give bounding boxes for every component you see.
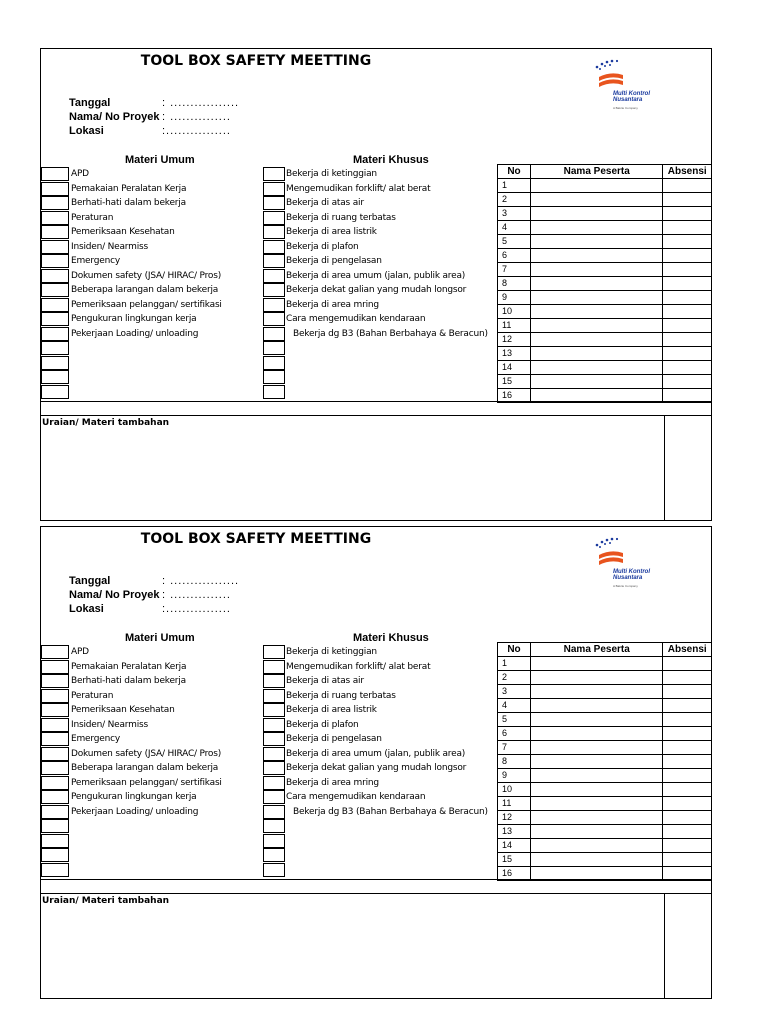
table-row	[498, 797, 712, 811]
nama-peserta-cell[interactable]	[530, 741, 663, 755]
table-row	[498, 657, 712, 671]
nama-peserta-cell[interactable]	[530, 685, 663, 699]
tanggal-field[interactable]: : .................	[162, 97, 240, 109]
materi-khusus-checkbox[interactable]	[263, 240, 285, 254]
materi-umum-item: Emergency	[71, 256, 120, 266]
materi-umum-item: Pengukuran lingkungan kerja	[71, 792, 197, 802]
nama-peserta-cell[interactable]	[530, 333, 663, 347]
materi-khusus-checkbox[interactable]	[263, 776, 285, 790]
materi-umum-checkbox[interactable]	[41, 674, 69, 688]
table-row	[498, 375, 712, 389]
materi-umum-item: Dokumen safety (JSA/ HIRAC/ Pros)	[71, 270, 222, 281]
nama-peserta-cell[interactable]	[530, 825, 663, 839]
materi-umum-item: Peraturan	[71, 690, 114, 701]
nama-peserta-cell[interactable]	[530, 221, 663, 235]
row-number: 12	[498, 333, 531, 347]
materi-umum-item: Insiden/ Nearmiss	[71, 719, 148, 730]
materi-khusus-checkbox[interactable]	[263, 341, 285, 355]
absensi-cell[interactable]	[663, 811, 712, 825]
absensi-cell[interactable]	[663, 755, 712, 769]
absensi-cell[interactable]	[663, 769, 712, 783]
table-row	[498, 193, 712, 207]
materi-umum-item: APD	[71, 169, 89, 179]
logo-subtitle: A Bakrie Company	[613, 106, 638, 110]
logo-subtitle: A Bakrie Company	[613, 584, 638, 588]
materi-umum-header: Materi Umum	[125, 632, 195, 644]
logo-line1: Multi Kontrol	[613, 569, 650, 575]
row-number: 4	[498, 221, 531, 235]
absensi-cell[interactable]	[663, 305, 712, 319]
logo-line2: Nusantara	[613, 97, 643, 103]
table-row	[498, 207, 712, 221]
nama-peserta-cell[interactable]	[530, 727, 663, 741]
uraian-divider	[41, 415, 711, 416]
row-number: 9	[498, 291, 531, 305]
table-row	[498, 179, 712, 193]
logo-line2: Nusantara	[613, 575, 643, 581]
absensi-cell[interactable]	[663, 361, 712, 375]
nama-peserta-cell[interactable]	[530, 291, 663, 305]
materi-khusus-item: Bekerja di plafon	[286, 241, 359, 252]
materi-khusus-checkbox[interactable]	[263, 863, 285, 877]
absensi-cell[interactable]	[663, 347, 712, 361]
materi-khusus-checkbox[interactable]	[263, 732, 285, 746]
table-row	[498, 361, 712, 375]
nama-peserta-cell[interactable]	[530, 797, 663, 811]
table-row	[498, 277, 712, 291]
uraian-side-box[interactable]	[664, 415, 712, 520]
tanggal-label: Tanggal	[69, 97, 111, 109]
materi-umum-item: Pemeriksaan Kesehatan	[71, 227, 175, 237]
col-no: No	[498, 165, 531, 179]
table-row	[498, 699, 712, 713]
nama-peserta-cell[interactable]	[530, 235, 663, 249]
materi-khusus-item: Mengemudikan forklift/ alat berat	[286, 661, 431, 672]
nama-peserta-cell[interactable]	[530, 811, 663, 825]
nama-proyek-label: Nama/ No Proyek	[69, 589, 160, 601]
col-absensi: Absensi	[663, 643, 712, 657]
logo-line1: Multi Kontrol	[613, 91, 650, 97]
materi-khusus-item: Bekerja dekat galian yang mudah longsor	[286, 285, 467, 295]
materi-umum-checkbox[interactable]	[41, 167, 69, 181]
absensi-cell[interactable]	[663, 207, 712, 221]
divider	[41, 401, 711, 402]
materi-khusus-checkbox[interactable]	[263, 674, 285, 688]
nama-proyek-field[interactable]: : ...............	[162, 111, 231, 123]
col-nama-peserta: Nama Peserta	[530, 643, 663, 657]
nama-peserta-cell[interactable]	[530, 839, 663, 853]
materi-khusus-checkbox[interactable]	[263, 269, 285, 283]
materi-umum-checkbox[interactable]	[41, 240, 69, 254]
tanggal-field[interactable]: : .................	[162, 575, 240, 587]
materi-khusus-checkbox[interactable]	[263, 703, 285, 717]
materi-umum-item: APD	[71, 647, 89, 657]
materi-khusus-item: Cara mengemudikan kendaraan	[286, 314, 426, 324]
materi-khusus-item: Bekerja di area umum (jalan, publik area)	[286, 270, 466, 281]
materi-umum-checkbox[interactable]	[41, 298, 69, 312]
table-row	[498, 333, 712, 347]
materi-umum-item: Peraturan	[71, 212, 114, 223]
row-number: 7	[498, 741, 531, 755]
materi-umum-checkbox[interactable]	[41, 863, 69, 877]
nama-peserta-cell[interactable]	[530, 263, 663, 277]
table-row	[498, 263, 712, 277]
absensi-cell[interactable]	[663, 727, 712, 741]
absensi-cell[interactable]	[663, 839, 712, 853]
materi-umum-checkbox[interactable]	[41, 356, 69, 370]
materi-umum-checkbox[interactable]	[41, 660, 69, 674]
absensi-cell[interactable]	[663, 783, 712, 797]
absensi-cell[interactable]	[663, 193, 712, 207]
materi-khusus-checkbox[interactable]	[263, 182, 285, 196]
row-number: 11	[498, 319, 531, 333]
materi-khusus-item: Cara mengemudikan kendaraan	[286, 792, 426, 802]
nama-peserta-cell[interactable]	[530, 769, 663, 783]
nama-proyek-field[interactable]: : ...............	[162, 589, 231, 601]
absensi-cell[interactable]	[663, 319, 712, 333]
materi-khusus-checkbox[interactable]	[263, 834, 285, 848]
row-number: 3	[498, 685, 531, 699]
row-number: 11	[498, 797, 531, 811]
absensi-cell[interactable]	[663, 797, 712, 811]
materi-umum-item: Pemakaian Peralatan Kerja	[71, 183, 187, 194]
table-row	[498, 291, 712, 305]
absensi-cell[interactable]	[663, 741, 712, 755]
materi-umum-item: Pemeriksaan Kesehatan	[71, 705, 175, 715]
materi-umum-checkbox[interactable]	[41, 790, 69, 804]
materi-umum-checkbox[interactable]	[41, 689, 69, 703]
absensi-cell[interactable]	[663, 375, 712, 389]
materi-khusus-item: Bekerja dekat galian yang mudah longsor	[286, 763, 467, 773]
lokasi-label: Lokasi	[69, 125, 104, 137]
row-number: 12	[498, 811, 531, 825]
absensi-cell[interactable]	[663, 657, 712, 671]
materi-khusus-checkbox[interactable]	[263, 225, 285, 239]
materi-umum-checkbox[interactable]	[41, 211, 69, 225]
form-title: TOOL BOX SAFETY MEETTING	[140, 53, 372, 69]
materi-umum-item: Pemeriksaan pelanggan/ sertifikasi	[71, 299, 222, 310]
table-row	[498, 235, 712, 249]
absensi-cell[interactable]	[663, 685, 712, 699]
materi-khusus-header: Materi Khusus	[353, 632, 429, 644]
absensi-cell[interactable]	[663, 291, 712, 305]
materi-khusus-item: Bekerja di pengelasan	[286, 256, 382, 266]
row-number: 14	[498, 361, 531, 375]
materi-umum-checkbox[interactable]	[41, 761, 69, 775]
materi-khusus-checkbox[interactable]	[263, 660, 285, 674]
materi-umum-item: Pemeriksaan pelanggan/ sertifikasi	[71, 777, 222, 788]
row-number: 15	[498, 375, 531, 389]
row-number: 5	[498, 713, 531, 727]
materi-umum-checkbox[interactable]	[41, 182, 69, 196]
row-number: 10	[498, 305, 531, 319]
nama-peserta-cell[interactable]	[530, 699, 663, 713]
uraian-divider	[41, 893, 711, 894]
table-row	[498, 727, 712, 741]
table-row	[498, 221, 712, 235]
nama-peserta-cell[interactable]	[530, 671, 663, 685]
row-number: 16	[498, 867, 531, 881]
materi-umum-checkbox[interactable]	[41, 805, 69, 819]
materi-khusus-checkbox[interactable]	[263, 819, 285, 833]
materi-khusus-checkbox[interactable]	[263, 689, 285, 703]
materi-khusus-item: Bekerja di area listrik	[286, 227, 377, 237]
materi-umum-checkbox[interactable]	[41, 196, 69, 210]
table-row	[498, 319, 712, 333]
materi-umum-item: Pekerjaan Loading/ unloading	[71, 328, 199, 339]
materi-umum-item: Berhati-hati dalam bekerja	[71, 676, 186, 686]
materi-umum-checkbox[interactable]	[41, 645, 69, 659]
materi-umum-checkbox[interactable]	[41, 254, 69, 268]
row-number: 10	[498, 783, 531, 797]
row-number: 1	[498, 657, 531, 671]
nama-peserta-cell[interactable]	[530, 713, 663, 727]
materi-khusus-item: Bekerja di area listrik	[286, 705, 377, 715]
materi-umum-checkbox[interactable]	[41, 312, 69, 326]
table-row	[498, 853, 712, 867]
nama-peserta-cell[interactable]	[530, 755, 663, 769]
row-number: 13	[498, 825, 531, 839]
materi-khusus-checkbox[interactable]	[263, 790, 285, 804]
row-number: 4	[498, 699, 531, 713]
form-title: TOOL BOX SAFETY MEETTING	[140, 531, 372, 547]
materi-khusus-item: Bekerja di ketinggian	[286, 169, 377, 179]
row-number: 8	[498, 755, 531, 769]
materi-khusus-checkbox[interactable]	[263, 211, 285, 225]
materi-umum-item: Emergency	[71, 734, 120, 744]
uraian-label: Uraian/ Materi tambahan	[42, 896, 170, 906]
row-number: 14	[498, 839, 531, 853]
table-row	[498, 713, 712, 727]
row-number: 6	[498, 249, 531, 263]
materi-umum-item: Berhati-hati dalam bekerja	[71, 198, 186, 208]
nama-peserta-cell[interactable]	[530, 783, 663, 797]
nama-peserta-cell[interactable]	[530, 179, 663, 193]
nama-peserta-cell[interactable]	[530, 361, 663, 375]
nama-peserta-cell[interactable]	[530, 207, 663, 221]
materi-umum-checkbox[interactable]	[41, 718, 69, 732]
materi-umum-checkbox[interactable]	[41, 269, 69, 283]
materi-umum-checkbox[interactable]	[41, 819, 69, 833]
table-row	[498, 685, 712, 699]
materi-umum-checkbox[interactable]	[41, 848, 69, 862]
logo-icon	[593, 57, 633, 91]
lokasi-label: Lokasi	[69, 603, 104, 615]
table-row	[498, 839, 712, 853]
safety-meeting-form	[40, 526, 712, 999]
nama-peserta-cell[interactable]	[530, 853, 663, 867]
materi-umum-checkbox[interactable]	[41, 747, 69, 761]
materi-khusus-item: Bekerja di area mring	[286, 299, 379, 310]
materi-khusus-checkbox[interactable]	[263, 370, 285, 384]
materi-khusus-checkbox[interactable]	[263, 805, 285, 819]
materi-umum-checkbox[interactable]	[41, 225, 69, 239]
materi-umum-checkbox[interactable]	[41, 341, 69, 355]
table-row	[498, 249, 712, 263]
table-row	[498, 347, 712, 361]
materi-umum-checkbox[interactable]	[41, 732, 69, 746]
lokasi-field[interactable]: :................	[162, 603, 231, 615]
materi-umum-item: Pemakaian Peralatan Kerja	[71, 661, 187, 672]
uraian-label: Uraian/ Materi tambahan	[42, 418, 170, 428]
col-nama-peserta: Nama Peserta	[530, 165, 663, 179]
materi-khusus-header: Materi Khusus	[353, 154, 429, 166]
row-number: 2	[498, 193, 531, 207]
materi-khusus-checkbox[interactable]	[263, 283, 285, 297]
row-number: 7	[498, 263, 531, 277]
materi-umum-item: Pengukuran lingkungan kerja	[71, 314, 197, 324]
nama-proyek-label: Nama/ No Proyek	[69, 111, 160, 123]
row-number: 2	[498, 671, 531, 685]
materi-khusus-item: Bekerja dg B3 (Bahan Berbahaya & Beracun)	[293, 328, 488, 339]
company-logo	[593, 57, 693, 110]
materi-umum-item: Pekerjaan Loading/ unloading	[71, 806, 199, 817]
row-number: 15	[498, 853, 531, 867]
materi-khusus-checkbox[interactable]	[263, 167, 285, 181]
nama-peserta-cell[interactable]	[530, 305, 663, 319]
absensi-cell[interactable]	[663, 853, 712, 867]
safety-meeting-form	[40, 48, 712, 521]
peserta-table	[497, 164, 712, 403]
absensi-cell[interactable]	[663, 235, 712, 249]
row-number: 5	[498, 235, 531, 249]
materi-khusus-checkbox[interactable]	[263, 718, 285, 732]
table-row	[498, 741, 712, 755]
table-row	[498, 825, 712, 839]
absensi-cell[interactable]	[663, 333, 712, 347]
materi-khusus-item: Bekerja dg B3 (Bahan Berbahaya & Beracun)	[293, 806, 488, 817]
materi-khusus-item: Bekerja di atas air	[286, 676, 364, 686]
materi-khusus-item: Bekerja di atas air	[286, 198, 364, 208]
materi-umum-checkbox[interactable]	[41, 776, 69, 790]
materi-khusus-checkbox[interactable]	[263, 298, 285, 312]
table-row	[498, 305, 712, 319]
row-number: 13	[498, 347, 531, 361]
materi-umum-header: Materi Umum	[125, 154, 195, 166]
lokasi-field[interactable]: :................	[162, 125, 231, 137]
table-row	[498, 671, 712, 685]
materi-umum-checkbox[interactable]	[41, 385, 69, 399]
materi-umum-item: Beberapa larangan dalam bekerja	[71, 763, 219, 773]
nama-peserta-cell[interactable]	[530, 657, 663, 671]
absensi-cell[interactable]	[663, 671, 712, 685]
absensi-cell[interactable]	[663, 277, 712, 291]
divider	[41, 879, 711, 880]
row-number: 1	[498, 179, 531, 193]
materi-khusus-item: Bekerja di area umum (jalan, publik area)	[286, 748, 466, 759]
materi-umum-checkbox[interactable]	[41, 283, 69, 297]
materi-umum-checkbox[interactable]	[41, 370, 69, 384]
materi-khusus-item: Bekerja di area mring	[286, 777, 379, 788]
row-number: 6	[498, 727, 531, 741]
materi-khusus-checkbox[interactable]	[263, 747, 285, 761]
materi-khusus-checkbox[interactable]	[263, 356, 285, 370]
row-number: 3	[498, 207, 531, 221]
materi-umum-item: Dokumen safety (JSA/ HIRAC/ Pros)	[71, 748, 222, 759]
table-row	[498, 769, 712, 783]
row-number: 16	[498, 389, 531, 403]
absensi-cell[interactable]	[663, 221, 712, 235]
nama-peserta-cell[interactable]	[530, 375, 663, 389]
peserta-table	[497, 642, 712, 881]
materi-khusus-item: Bekerja di plafon	[286, 719, 359, 730]
logo-icon	[593, 535, 633, 569]
absensi-cell[interactable]	[663, 179, 712, 193]
table-row	[498, 811, 712, 825]
row-number: 8	[498, 277, 531, 291]
absensi-cell[interactable]	[663, 249, 712, 263]
nama-peserta-cell[interactable]	[530, 193, 663, 207]
row-number: 9	[498, 769, 531, 783]
tanggal-label: Tanggal	[69, 575, 111, 587]
absensi-cell[interactable]	[663, 699, 712, 713]
materi-khusus-item: Mengemudikan forklift/ alat berat	[286, 183, 431, 194]
company-logo	[593, 535, 693, 588]
materi-khusus-checkbox[interactable]	[263, 848, 285, 862]
materi-khusus-checkbox[interactable]	[263, 312, 285, 326]
materi-khusus-checkbox[interactable]	[263, 196, 285, 210]
nama-peserta-cell[interactable]	[530, 277, 663, 291]
materi-khusus-item: Bekerja di ruang terbatas	[286, 690, 396, 701]
materi-umum-checkbox[interactable]	[41, 703, 69, 717]
materi-umum-checkbox[interactable]	[41, 327, 69, 341]
absensi-cell[interactable]	[663, 825, 712, 839]
nama-peserta-cell[interactable]	[530, 249, 663, 263]
materi-khusus-checkbox[interactable]	[263, 327, 285, 341]
col-no: No	[498, 643, 531, 657]
nama-peserta-cell[interactable]	[530, 319, 663, 333]
nama-peserta-cell[interactable]	[530, 347, 663, 361]
table-row	[498, 783, 712, 797]
materi-umum-item: Beberapa larangan dalam bekerja	[71, 285, 219, 295]
materi-umum-item: Insiden/ Nearmiss	[71, 241, 148, 252]
materi-khusus-item: Bekerja di ketinggian	[286, 647, 377, 657]
materi-khusus-item: Bekerja di pengelasan	[286, 734, 382, 744]
materi-khusus-checkbox[interactable]	[263, 645, 285, 659]
absensi-cell[interactable]	[663, 713, 712, 727]
table-row	[498, 755, 712, 769]
materi-khusus-checkbox[interactable]	[263, 385, 285, 399]
uraian-side-box[interactable]	[664, 893, 712, 998]
absensi-cell[interactable]	[663, 263, 712, 277]
col-absensi: Absensi	[663, 165, 712, 179]
materi-khusus-item: Bekerja di ruang terbatas	[286, 212, 396, 223]
materi-umum-checkbox[interactable]	[41, 834, 69, 848]
materi-khusus-checkbox[interactable]	[263, 254, 285, 268]
materi-khusus-checkbox[interactable]	[263, 761, 285, 775]
